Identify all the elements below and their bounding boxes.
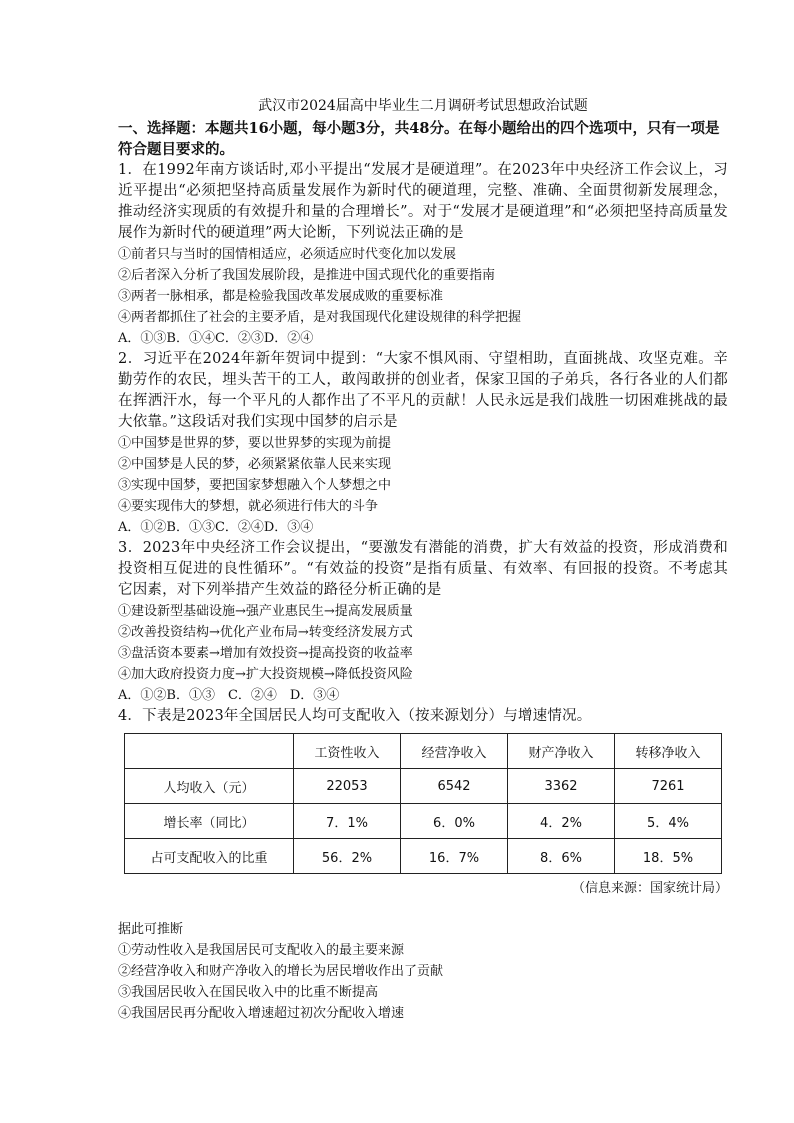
option-3: ③实现中国梦，要把国家梦想融入个人梦想之中 (118, 478, 392, 493)
table-cell: 18．5% (615, 839, 722, 874)
question-4 (118, 706, 728, 1024)
exam-title: 武汉市2024届高中毕业生二月调研考试思想政治试题 (258, 98, 588, 114)
question-stem: 2．习近平在2024年新年贺词中提到：“大家不惧风雨、守望相助，直面挑战、攻坚克难。辛勤劳作的农民，埋头苦干的工人，敢闯敢拼的创业者，保家卫国的子弟兵，各行各业的人们都在挥洒汗水，每一个平凡的人都作出了不平凡的贡献！人民永远是我们战胜一切困难挑战的最大依靠。”这段话对我们实现中国梦的启示是 (118, 351, 728, 430)
answer-choices: A．①③B．①④C．②③D．②④ (118, 331, 314, 346)
section-heading: 一、选择题：本题共16小题，每小题3分，共48分。在每小题给出的四个选项中，只有一项是符合题目要求的。 (118, 120, 720, 158)
option-2: ②后者深入分析了我国发展阶段，是推进中国式现代化的重要指南 (118, 268, 496, 283)
table-header-row (125, 734, 722, 769)
option-4: ④我国居民再分配收入增速超过初次分配收入增速 (118, 1006, 405, 1021)
exam-page (118, 96, 728, 1024)
table-row (125, 804, 722, 839)
question-2 (118, 349, 728, 538)
table-cell: 16．7% (401, 839, 508, 874)
table-header-cell: 转移净收入 (615, 734, 722, 769)
answer-choices: A．①②B．①③C．②④D．③④ (118, 520, 314, 535)
option-4: ④两者都抓住了社会的主要矛盾，是对我国现代化建设规律的科学把握 (118, 310, 522, 325)
table-cell: 22053 (294, 769, 401, 804)
option-4: ④加大政府投资力度→扩大投资规模→降低投资风险 (118, 667, 413, 682)
option-2: ②改善投资结构→优化产业布局→转变经济发展方式 (118, 625, 413, 640)
table-header-cell: 财产净收入 (508, 734, 615, 769)
option-1: ①建设新型基础设施→强产业惠民生→提高发展质量 (118, 604, 413, 619)
option-1: ①劳动性收入是我国居民可支配收入的最主要来源 (118, 943, 405, 958)
table-cell: 56．2% (294, 839, 401, 874)
option-1: ①前者只与当时的国情相适应，必须适应时代变化加以发展 (118, 247, 457, 262)
question-stem: 4．下表是2023年全国居民人均可支配收入（按来源划分）与增速情况。 (118, 708, 592, 724)
table-header-cell: 工资性收入 (294, 734, 401, 769)
table-row-header: 人均收入（元） (125, 769, 294, 804)
option-1: ①中国梦是世界的梦，要以世界梦的实现为前提 (118, 436, 392, 451)
option-3: ③盘活资本要素→增加有效投资→提高投资的收益率 (118, 646, 413, 661)
table-source: （信息来源：国家统计局） (571, 881, 728, 896)
option-4: ④要实现伟大的梦想，就必须进行伟大的斗争 (118, 499, 379, 514)
table-cell: 6．0% (401, 804, 508, 839)
table-cell: 7．1% (294, 804, 401, 839)
answer-choices: A．①②B．①③ C．②④ D．③④ (118, 688, 340, 703)
table-row (125, 839, 722, 874)
spacer (118, 899, 728, 919)
question-3 (118, 538, 728, 706)
table-cell: 4．2% (508, 804, 615, 839)
table-header-cell (125, 734, 294, 769)
table-cell: 3362 (508, 769, 615, 804)
option-3: ③两者一脉相承，都是检验我国改革发展成败的重要标准 (118, 289, 444, 304)
table-cell: 6542 (401, 769, 508, 804)
question-1 (118, 160, 728, 349)
table-row-header: 增长率（同比） (125, 804, 294, 839)
option-2: ②经营净收入和财产净收入的增长为居民增收作出了贡献 (118, 964, 444, 979)
question-stem: 1．在1992年南方谈话时,邓小平提出“发展才是硬道理”。在2023年中央经济工作会议上，习近平提出“必须把坚持高质量发展作为新时代的硬道理，完整、准确、全面贯彻新发展理念，推动经济实现质的有效提升和量的合理增长”。对于“发展才是硬道理”和“必须把坚持高质量发展作为新时代的硬道理”两大论断，下列说法正确的是 (118, 162, 728, 241)
table-cell: 5．4% (615, 804, 722, 839)
table-row (125, 769, 722, 804)
table-header-cell: 经营净收入 (401, 734, 508, 769)
question-lead: 据此可推断 (118, 922, 184, 937)
income-table (124, 733, 722, 874)
option-3: ③我国居民收入在国民收入中的比重不断提高 (118, 985, 379, 1000)
table-cell: 7261 (615, 769, 722, 804)
option-2: ②中国梦是人民的梦，必须紧紧依靠人民来实现 (118, 457, 392, 472)
question-stem: 3．2023年中央经济工作会议提出，“要激发有潜能的消费，扩大有效益的投资，形成消费和投资相互促进的良性循环”。“有效益的投资”是指有质量、有效率、有回报的投资。不考虑其它因素，对下列举措产生效益的路径分析正确的是 (118, 540, 728, 598)
table-cell: 8．6% (508, 839, 615, 874)
table-row-header: 占可支配收入的比重 (125, 839, 294, 874)
